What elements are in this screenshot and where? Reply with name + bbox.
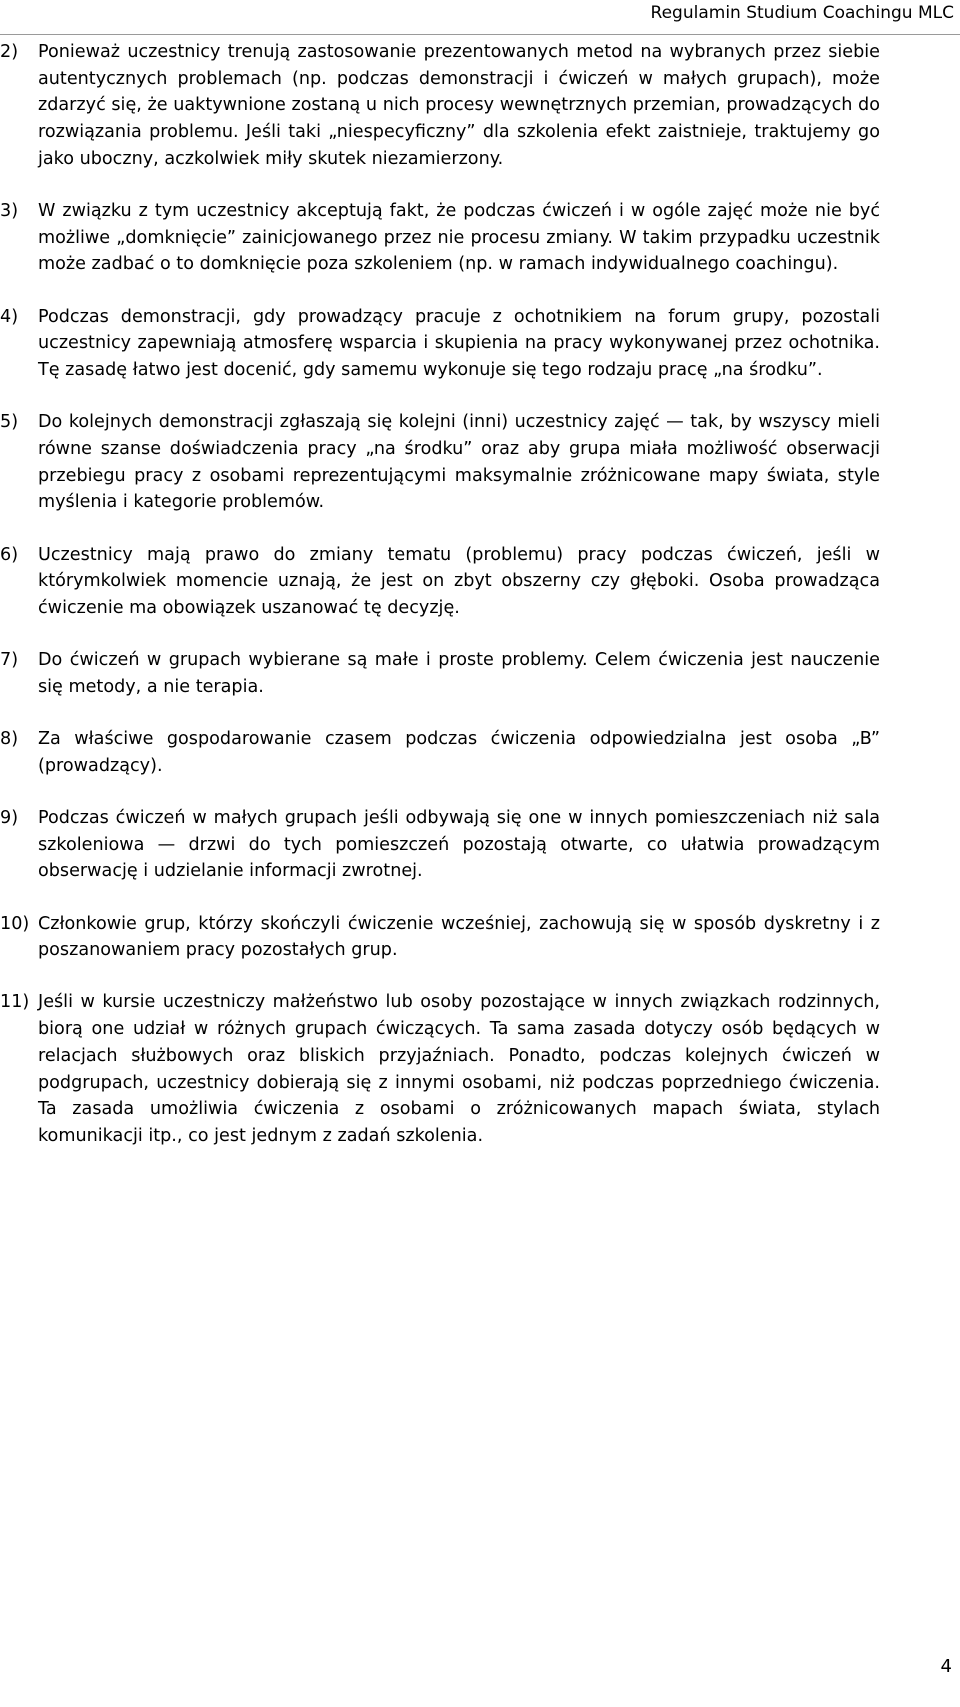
list-item [0, 198, 880, 278]
header-divider [0, 34, 960, 35]
list-item-number: 2) [0, 42, 19, 62]
list-item [0, 39, 880, 173]
list-item-number: 8) [0, 729, 19, 750]
document-header-title: Regulamin Studium Coachingu MLC [650, 3, 954, 23]
list-item-text: Za właściwe gospodarowanie czasem podczas ćwiczenia odpowiedzialna jest osoba „B” (prowadzący). [38, 729, 880, 776]
rules-list [0, 39, 880, 1175]
list-item [0, 726, 880, 779]
list-item-number: 5) [0, 412, 19, 433]
list-item-number: 4) [0, 306, 19, 327]
list-item [0, 805, 880, 885]
list-item [0, 911, 880, 964]
list-item [0, 409, 880, 516]
list-item-number: 6) [0, 544, 19, 565]
list-item-text: Jeśli w kursie uczestniczy małżeństwo lub osoby pozostające w innych związkach rodzinnych, biorą one udział w różnych grupach ćwiczących. Ta sama zasada dotyczy osób będących w relacjach służbowych oraz bliskich przyjaźniach. Ponadto, podczas kolejnych ćwiczeń w podgrupach, uczestnicy dobierają się z innymi osobami, niż podczas poprzedniego ćwiczenia. Ta zasada umożliwia ćwiczenia z osobami o zróżnicowanych mapach świata, stylach komunikacji itp., co jest jednym z zadań szkolenia. [38, 992, 880, 1146]
list-item-number: 10) [0, 913, 30, 934]
list-item-text: Podczas ćwiczeń w małych grupach jeśli odbywają się one w innych pomieszczeniach niż sala szkoleniowa — drzwi do tych pomieszczeń pozostają otwarte, co ułatwia prowadzącym obserwację i udzielanie informacji zwrotnej. [38, 807, 880, 882]
list-item [0, 542, 880, 622]
list-item-number: 11) [0, 992, 30, 1013]
list-item-text: Do kolejnych demonstracji zgłaszają się kolejni (inni) uczestnicy zajęć — tak, by wszyscy mieli równe szanse doświadczenia pracy „na środku” oraz aby grupa miała możliwość obserwacji przebiegu pracy z osobami reprezentującymi maksymalnie zróżnicowane mapy świata, style myślenia i kategorie problemów. [38, 412, 880, 513]
page-number: 4 [940, 1656, 952, 1677]
list-item-number: 7) [0, 650, 19, 671]
list-item-text: Ponieważ uczestnicy trenują zastosowanie prezentowanych metod na wybranych przez siebie autentycznych problemach (np. podczas demonstracji i ćwiczeń w małych grupach), może zdarzyć się, że uaktywnione zostaną u nich procesy wewnętrznych przemian, prowadzących do rozwiązania problemu. Jeśli taki „niespecyficzny” dla szkolenia efekt zaistnieje, traktujemy go jako uboczny, aczkolwiek miły skutek niezamierzony. [38, 42, 880, 169]
list-item [0, 304, 880, 384]
list-item-text: Uczestnicy mają prawo do zmiany tematu (problemu) pracy podczas ćwiczeń, jeśli w którymkolwiek momencie uznają, że jest on zbyt obszerny czy głęboki. Osoba prowadząca ćwiczenie ma obowiązek uszanować tę decyzję. [38, 544, 880, 618]
list-item-text: Członkowie grup, którzy skończyli ćwiczenie wcześniej, zachowują się w sposób dyskretny i z poszanowaniem pracy pozostałych grup. [38, 913, 880, 961]
list-item-text: Do ćwiczeń w grupach wybierane są małe i proste problemy. Celem ćwiczenia jest nauczenie się metody, a nie terapia. [38, 650, 880, 697]
list-item-text: Podczas demonstracji, gdy prowadzący pracuje z ochotnikiem na forum grupy, pozostali uczestnicy zapewniają atmosferę wsparcia i skupienia na pracy wykonywanej przez ochotnika. Tę zasadę łatwo jest docenić, gdy samemu wykonuje się tego rodzaju pracę „na środku”. [38, 306, 880, 381]
list-item-number: 9) [0, 807, 19, 828]
list-item [0, 989, 880, 1149]
list-item-number: 3) [0, 201, 19, 222]
list-item [0, 647, 880, 700]
list-item-text: W związku z tym uczestnicy akceptują fakt, że podczas ćwiczeń i w ogóle zajęć może nie być możliwe „domknięcie” zainicjowanego przez nie procesu zmiany. W takim przypadku uczestnik może zadbać o to domknięcie poza szkoleniem (np. w ramach indywidualnego coachingu). [38, 201, 880, 275]
